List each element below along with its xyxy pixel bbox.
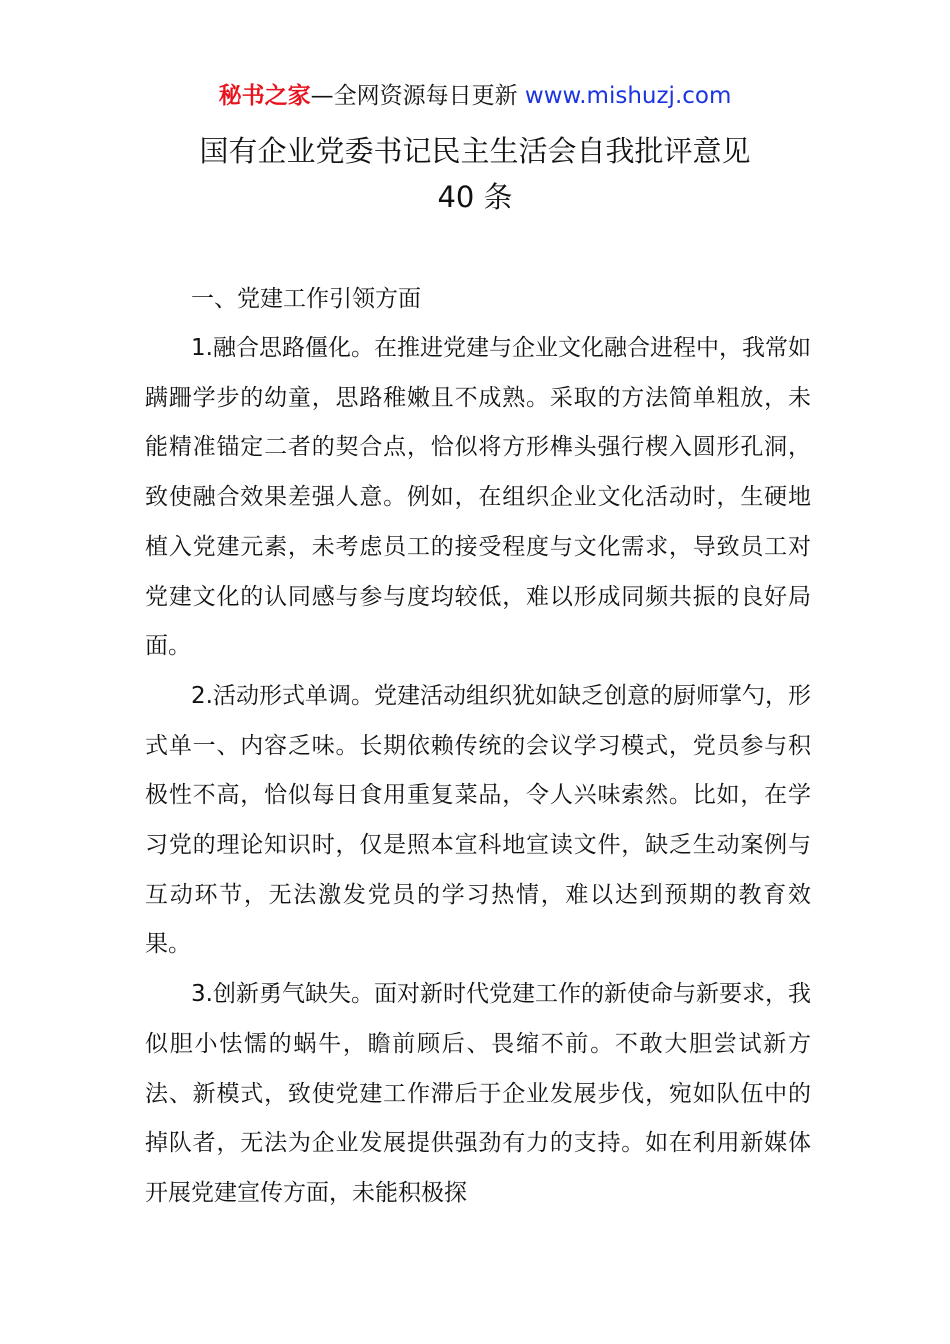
site-url[interactable]: www.mishuzj.com — [524, 83, 732, 109]
title-line-1: 国有企业党委书记民主生活会自我批评意见 — [199, 134, 751, 168]
title-line-2: 40 条 — [437, 180, 513, 214]
paragraph-2: 2.活动形式单调。党建活动组织犹如缺乏创意的厨师掌勺，形式单一、内容乏味。长期依赖传统的会议学习模式，党员参与积极性不高，恰似每日食用重复菜品，令人兴味索然。比如，在学习党的理论知识时，仅是照本宣科地宣读文件，缺乏生动案例与互动环节，无法激发党员的学习热情，难以达到预期的教育效果。 — [145, 682, 811, 958]
paragraph-1: 1.融合思路僵化。在推进党建与企业文化融合进程中，我常如蹒跚学步的幼童，思路稚嫩且不成熟。采取的方法简单粗放，未能精准锚定二者的契合点，恰似将方形榫头强行楔入圆形孔洞，致使融合效果差强人意。例如，在组织企业文化活动时，生硬地植入党建元素，未考虑员工的接受程度与文化需求，导致员工对党建文化的认同感与参与度均较低，难以形成同频共振的良好局面。 — [145, 335, 811, 660]
document-title — [0, 128, 950, 220]
site-header — [0, 80, 950, 112]
header-tagline: —全网资源每日更新 — [310, 83, 525, 109]
brand-name: 秘书之家 — [218, 83, 311, 109]
document-body — [145, 274, 811, 1219]
paragraph-3: 3.创新勇气缺失。面对新时代党建工作的新使命与新要求，我似胆小怯懦的蜗牛，瞻前顾后、畏缩不前。不敢大胆尝试新方法、新模式，致使党建工作滞后于企业发展步伐，宛如队伍中的掉队者，无法为企业发展提供强劲有力的支持。如在利用新媒体开展党建宣传方面，未能积极探 — [145, 981, 811, 1206]
section-heading: 一、党建工作引领方面 — [191, 286, 421, 312]
